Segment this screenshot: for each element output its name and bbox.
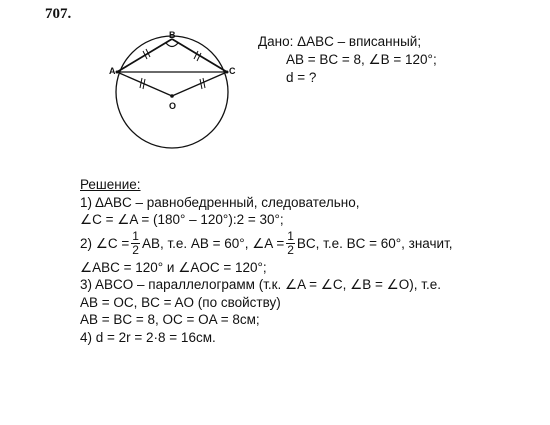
label-c: C	[229, 66, 236, 76]
given-line-1: Дано: ΔABC – вписанный;	[258, 34, 422, 49]
tick-marks	[140, 49, 205, 89]
solution-line-7: AB = BC = 8, OC = OA = 8см;	[80, 312, 260, 327]
given-line-3: d = ?	[286, 70, 317, 85]
fraction-denominator: 2	[287, 243, 294, 257]
geometry-diagram	[100, 20, 250, 170]
solution-line-3	[80, 229, 453, 259]
circumcircle	[116, 36, 228, 148]
solution-line-1: 1) ΔABC – равнобедренный, следовательно,	[80, 194, 360, 210]
solution-line-4: ∠ABC = 120° и ∠AOC = 120°;	[80, 259, 267, 275]
fraction-one-half	[286, 230, 295, 257]
line3-suffix: BC, т.е. BC = 60°, значит,	[296, 235, 453, 251]
segment-co	[172, 72, 227, 96]
given-block	[258, 33, 437, 87]
solution-line-8: 4) d = 2r = 2·8 = 16см.	[80, 329, 216, 345]
point-o	[170, 94, 174, 98]
label-a: A	[109, 66, 116, 76]
angle-b-arc	[166, 43, 178, 47]
line3-prefix: 2) ∠C =	[80, 235, 130, 251]
solution-block	[80, 176, 453, 346]
solution-line-5: 3) ABCO – параллелограмм (т.к. ∠A = ∠C, ∠B = ∠O), т.е.	[80, 277, 441, 292]
label-o: O	[169, 101, 177, 111]
fraction-one-half	[131, 230, 140, 257]
fraction-numerator: 1	[132, 229, 139, 243]
given-line-2: AB = BC = 8, ∠B = 120°;	[286, 52, 437, 67]
label-b: B	[169, 30, 176, 40]
solution-line-2: ∠C = ∠A = (180° – 120°):2 = 30°;	[80, 212, 284, 227]
fraction-numerator: 1	[287, 229, 294, 243]
line3-middle: AB, т.е. AB = 60°, ∠A =	[141, 235, 285, 251]
problem-number: 707.	[45, 6, 72, 22]
fraction-denominator: 2	[132, 243, 139, 257]
solution-line-6: AB = OC, BC = AO (по свойству)	[80, 294, 281, 310]
point-a	[116, 71, 119, 74]
solution-heading: Решение:	[80, 177, 141, 192]
